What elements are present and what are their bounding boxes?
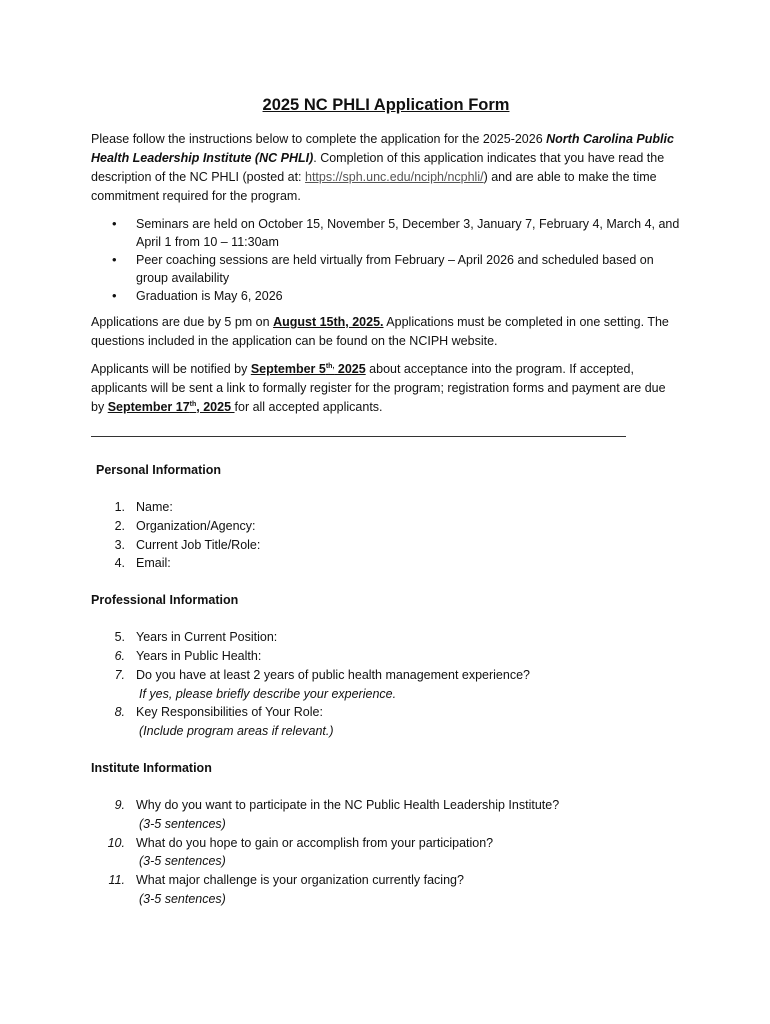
question-hint: (Include program areas if relevant.) — [139, 724, 334, 739]
professional-questions — [91, 628, 681, 741]
question-text: Why do you want to participate in the NC Public Health Leadership Institute? — [136, 797, 560, 812]
notify-date-year: 2025 — [334, 362, 366, 376]
question-hint: (3-5 sentences) — [139, 891, 226, 906]
question-number: 4. — [114, 556, 125, 571]
list-item: • Peer coaching sessions are held virtually from February – April 2026 and scheduled based on group availability — [136, 251, 681, 287]
question-text: What do you hope to gain or accomplish from your participation? — [136, 835, 494, 850]
question-item — [91, 834, 681, 872]
due-text-b: Applications must be completed in one setting. The questions included in the application can be found on the NCIPH website. — [91, 315, 669, 348]
question-item — [91, 628, 681, 647]
question-number: 1. — [114, 500, 125, 514]
due-date: August 15th, 2025. — [273, 315, 384, 329]
question-item — [91, 517, 681, 536]
section-heading-professional: Professional Information — [91, 593, 239, 608]
question-number: 3. — [114, 537, 125, 552]
page-title: 2025 NC PHLI Application Form — [262, 96, 510, 114]
question-number: 6. — [114, 648, 125, 663]
payment-date-year: , 2025 — [196, 400, 235, 414]
notify-text-a: Applicants will be notified by — [91, 362, 251, 376]
personal-questions — [91, 498, 681, 573]
question-number: 7. — [114, 667, 125, 682]
section-heading-personal: Personal Information — [96, 463, 222, 477]
notify-date-sup: th, — [325, 362, 335, 370]
question-text: Current Job Title/Role: — [136, 537, 261, 552]
notify-date — [251, 362, 366, 376]
question-number: 2. — [114, 518, 125, 533]
payment-date-main: September 17 — [107, 400, 190, 414]
question-item — [91, 498, 681, 517]
question-item — [91, 666, 681, 704]
list-item: • Graduation is May 6, 2026 — [136, 287, 681, 305]
due-text-a: Applications are due by 5 pm on — [91, 315, 274, 329]
payment-date — [108, 400, 235, 414]
intro-text-a: Please follow the instructions below to complete the application for the 2025-2026 — [91, 132, 547, 146]
question-number: 10. — [107, 835, 125, 850]
question-item — [91, 554, 681, 573]
question-number: 8. — [114, 705, 125, 720]
question-number: 5. — [114, 630, 125, 645]
notify-text-b: about acceptance into the program. If accepted, applicants will be sent a link to formally register for the program; registration forms and payment are due by — [91, 362, 666, 414]
question-text: What major challenge is your organization currently facing? — [136, 873, 464, 888]
institute-questions — [91, 796, 681, 909]
question-text: Name: — [136, 500, 173, 514]
question-item — [91, 703, 681, 741]
document-page — [91, 94, 681, 927]
schedule-list — [91, 215, 681, 305]
question-text: Years in Current Position: — [136, 630, 278, 645]
intro-paragraph — [91, 130, 681, 206]
list-item: • Seminars are held on October 15, November 5, December 3, January 7, February 4, March 4, and April 1 from 10 – 11:30am — [136, 215, 681, 251]
question-item — [91, 536, 681, 555]
question-hint: (3-5 sentences) — [139, 816, 226, 831]
section-heading-institute: Institute Information — [91, 760, 212, 775]
question-text: Do you have at least 2 years of public health management experience? — [136, 667, 530, 682]
notify-paragraph — [91, 360, 681, 417]
question-item — [91, 796, 681, 834]
program-name: North Carolina Public Health Leadership Institute (NC PHLI) — [91, 132, 674, 165]
question-item — [91, 871, 681, 909]
question-text: Organization/Agency: — [136, 518, 256, 533]
question-number: 11. — [108, 873, 125, 888]
question-item — [91, 647, 681, 666]
question-text: Key Responsibilities of Your Role: — [136, 705, 323, 720]
divider — [91, 436, 626, 437]
question-text: Years in Public Health: — [136, 648, 262, 663]
question-hint: (3-5 sentences) — [139, 854, 226, 869]
intro-text-b: . Completion of this application indicates that you have read the description of the NC PHLI (posted at: — [91, 151, 665, 184]
due-paragraph — [91, 313, 681, 351]
payment-date-sup: th — [189, 400, 197, 408]
program-link[interactable]: https://sph.unc.edu/nciph/ncphli/ — [305, 170, 484, 184]
question-hint: If yes, please briefly describe your experience. — [139, 686, 397, 701]
question-text: Email: — [136, 556, 171, 571]
question-number: 9. — [114, 797, 125, 812]
notify-text-c: for all accepted applicants. — [234, 400, 383, 414]
intro-text-c: ) and are able to make the time commitment required for the program. — [91, 170, 657, 203]
notify-date-main: September 5 — [250, 362, 326, 376]
